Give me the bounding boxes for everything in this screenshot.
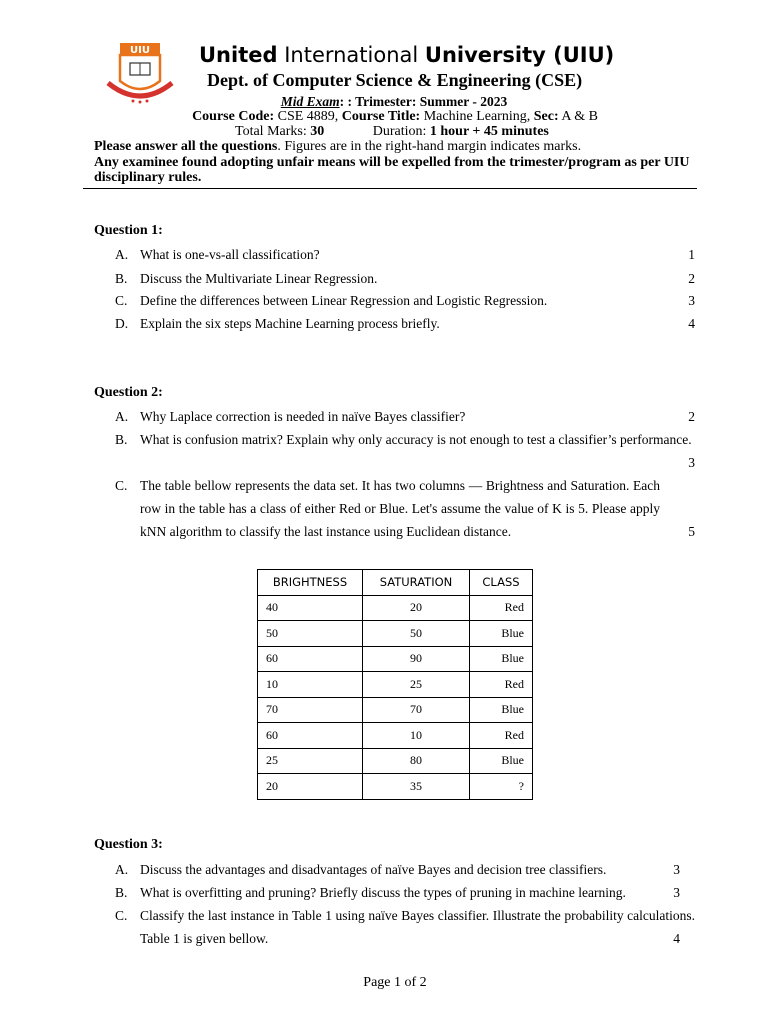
logo-text: UIU [130,45,150,56]
table-row: 20 35 ? [258,774,533,800]
marks: 2 [688,271,695,286]
table-row: 10 25 Red [258,672,533,698]
marks: 1 [688,247,695,262]
table-row: 60 10 Red [258,723,533,749]
table-row: 70 70 Blue [258,697,533,723]
marks: 3 [688,455,695,470]
exam-line: Mid Exam: : Trimester: Summer - 2023 [280,94,508,109]
marks-duration-line: Total Marks: 30 Duration: 1 hour + 45 minutes [235,124,549,139]
header-divider [83,188,697,189]
university-title: United International University (UIU) [199,43,615,67]
marks: 4 [673,931,680,946]
table-header-row [258,570,533,596]
column-header: CLASS [470,570,533,596]
marks: 3 [673,862,680,877]
marks: 3 [688,293,695,308]
marks: 4 [688,316,695,331]
marks: 5 [688,524,695,539]
marks: 3 [673,885,680,900]
question-2-title: Question 2: [94,385,163,400]
table-row: 50 50 Blue [258,621,533,647]
question-1-title: Question 1: [94,223,163,238]
marks: 2 [688,409,695,424]
course-line: Course Code: CSE 4889, Course Title: Machine Learning, Sec: A & B [192,109,598,124]
table-row: 25 80 Blue [258,748,533,774]
page-number: Page 1 of 2 [363,975,427,990]
department-title: Dept. of Computer Science & Engineering (CSE) [207,70,583,90]
dataset-table [257,569,533,800]
column-header: SATURATION [363,570,470,596]
instructions: Please answer all the questions. Figures are in the right-hand margin indicates marks. Any examinee found adopting unfair means will be expelled from the trimester/program as per UIU disciplinary rules. [94,139,690,185]
column-header: BRIGHTNESS [258,570,363,596]
table-row: 40 20 Red [258,595,533,621]
table-row: 60 90 Blue [258,646,533,672]
question-3-title: Question 3: [94,837,163,852]
